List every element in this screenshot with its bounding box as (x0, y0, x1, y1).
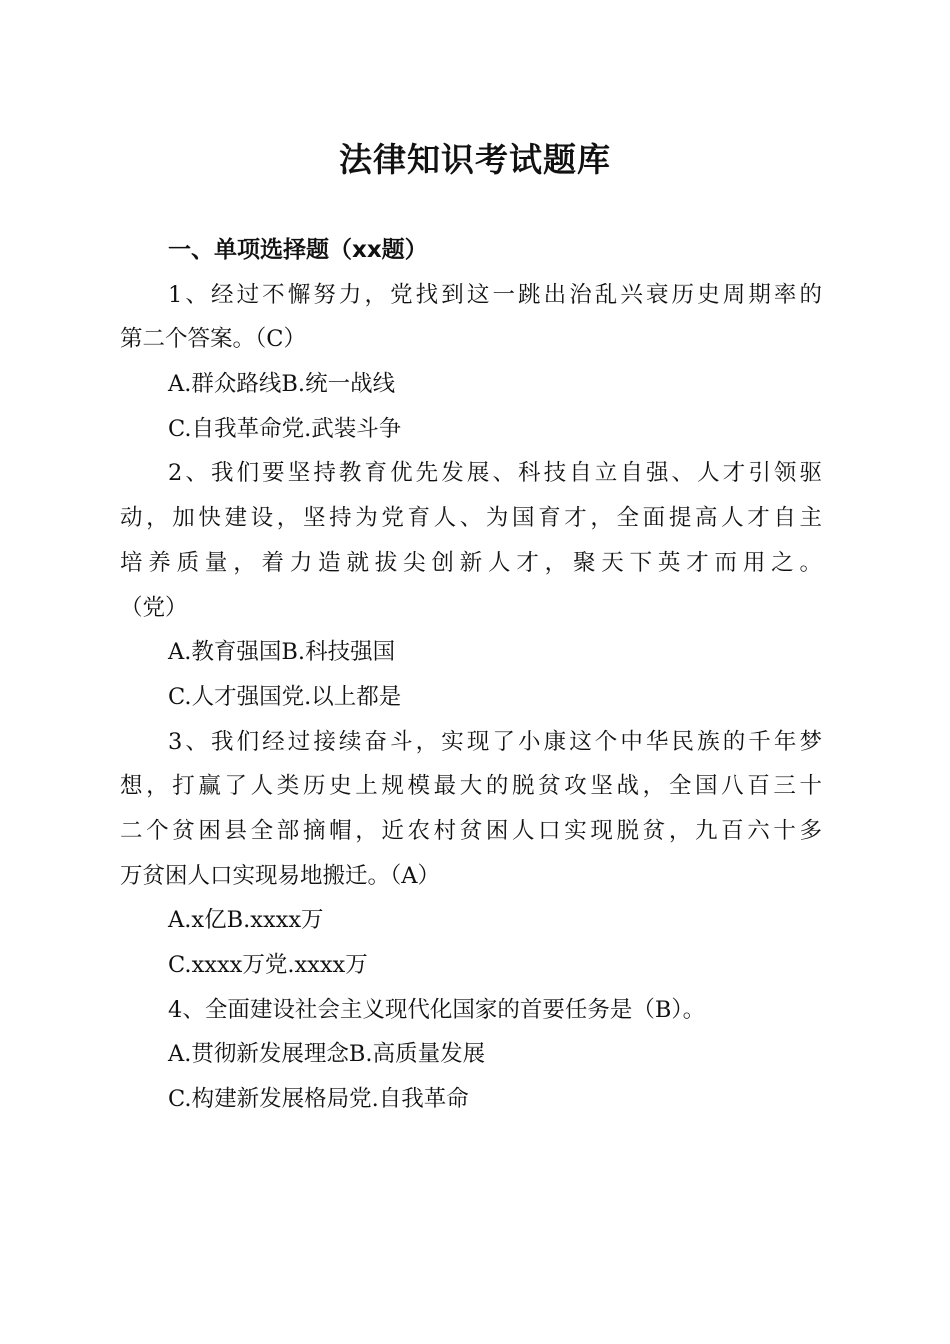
question-2-option-ab: A.教育强国B.科技强国 (168, 639, 396, 666)
question-1-option-cd: C.自我革命党.武装斗争 (168, 415, 402, 442)
question-1-line-1: 1、经过不懈努力，党找到这一跳出治乱兴衰历史周期率的 (168, 281, 822, 308)
document-body (120, 228, 822, 1122)
section-heading: 一、单项选择题（xx题） (168, 237, 428, 263)
question-4-line-1: 4、全面建设社会主义现代化国家的首要任务是（B）。 (168, 996, 706, 1023)
question-2-option-cd: C.人才强国党.以上都是 (168, 683, 402, 710)
question-3-option-cd: C.xxxx万党.xxxx万 (168, 952, 368, 978)
question-3-line-4: 万贫困人口实现易地搬迁。（A） (120, 862, 440, 889)
question-2-line-2: 动，加快建设，坚持为党育人、为国育才，全面提高人才自主 (120, 505, 822, 532)
question-1-line-2: 第二个答案。（C） (120, 326, 306, 353)
question-2-line-4: （党） (120, 594, 188, 621)
question-3-line-1: 3、我们经过接续奋斗，实现了小康这个中华民族的千年梦 (168, 728, 822, 755)
document-title: 法律知识考试题库 (339, 140, 611, 179)
question-3-line-3: 二个贫困县全部摘帽，近农村贫困人口实现脱贫，九百六十多 (120, 817, 822, 844)
question-2-line-1: 2、我们要坚持教育优先发展、科技自立自强、人才引领驱 (168, 460, 822, 487)
question-3-line-2: 想，打赢了人类历史上规模最大的脱贫攻坚战，全国八百三十 (120, 773, 822, 800)
question-4-option-ab: A.贯彻新发展理念B.高质量发展 (168, 1041, 486, 1068)
question-1-option-ab: A.群众路线B.统一战线 (168, 371, 396, 398)
question-3-option-ab: A.x亿B.xxxx万 (168, 907, 324, 934)
question-4-option-cd: C.构建新发展格局党.自我革命 (168, 1086, 469, 1113)
question-2-line-3: 培养质量，着力造就拔尖创新人才，聚天下英才而用之。 (120, 549, 822, 576)
